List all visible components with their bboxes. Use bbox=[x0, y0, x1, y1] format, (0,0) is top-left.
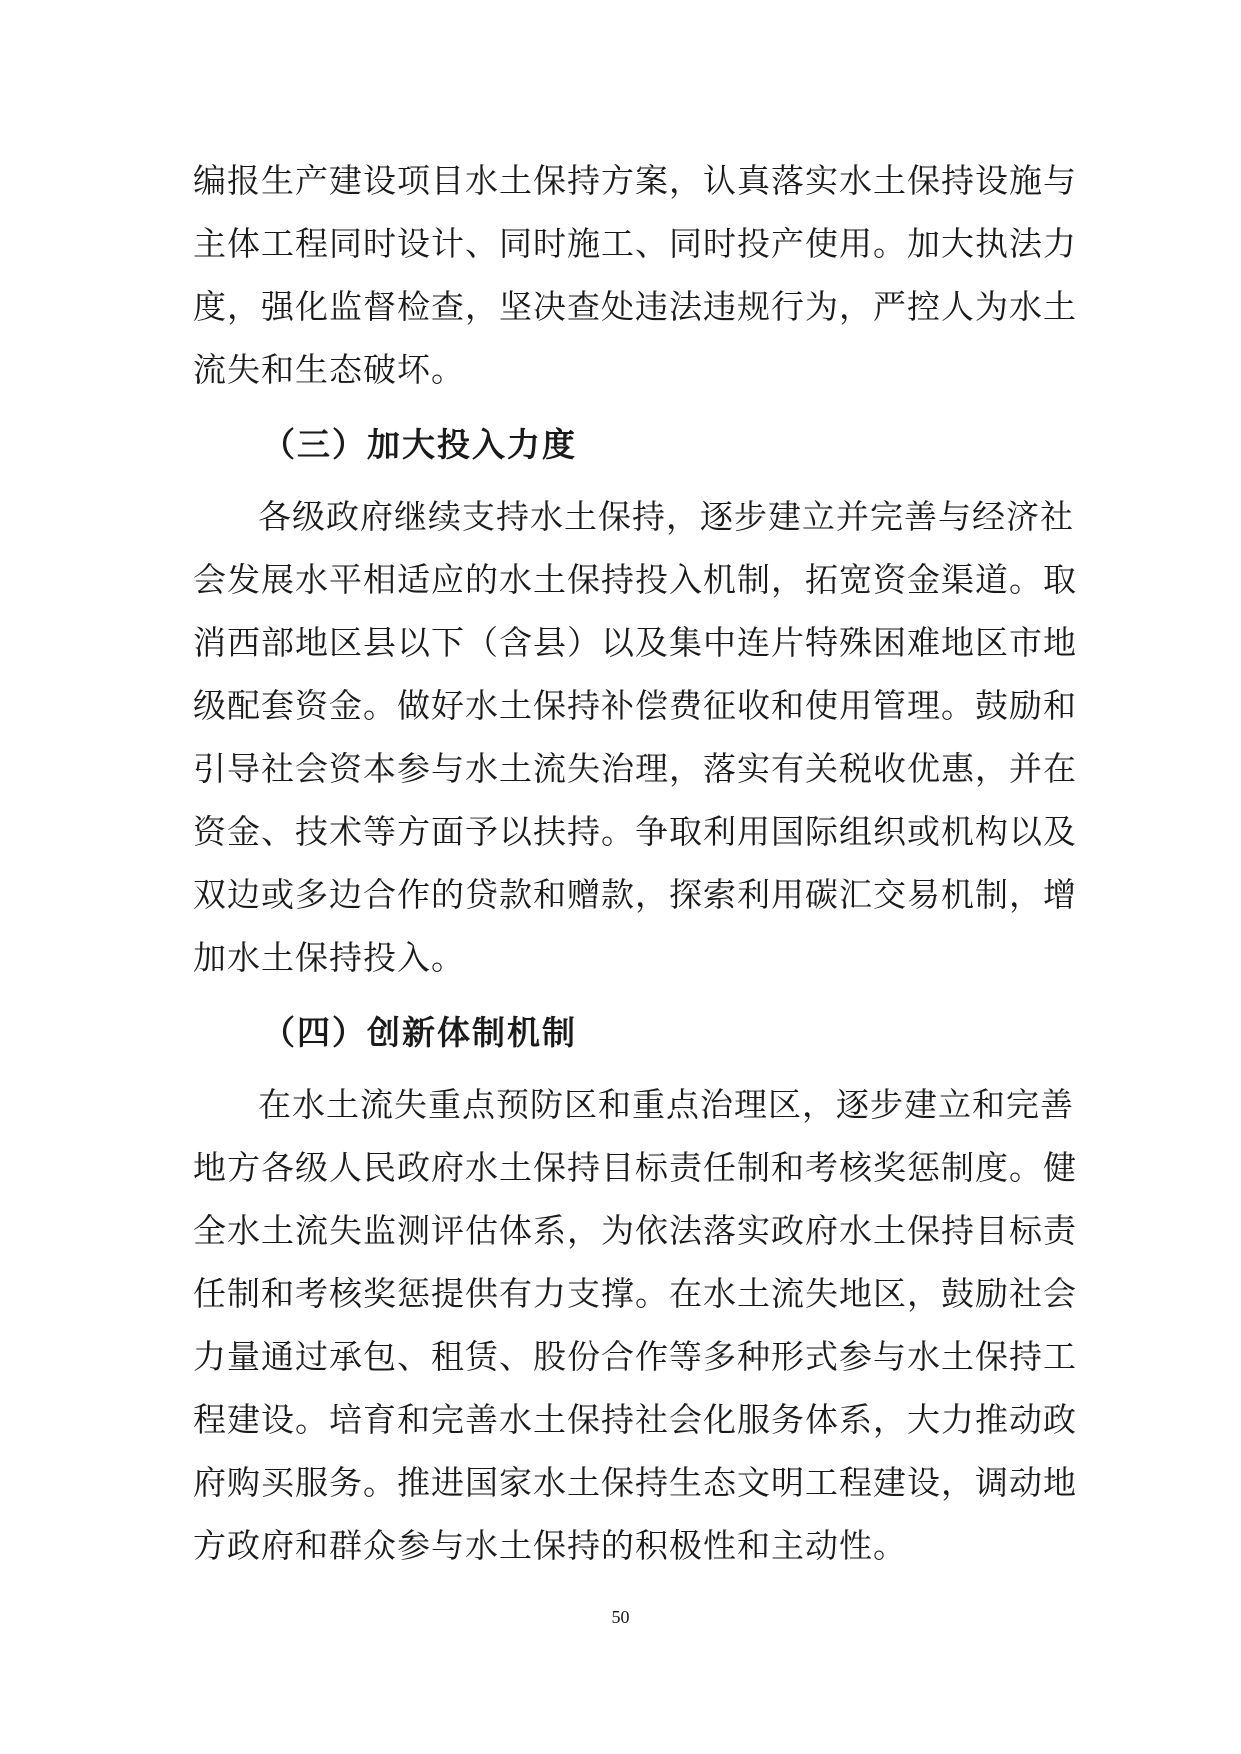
section-heading-4: （四）创新体制机制 bbox=[262, 1013, 577, 1052]
paragraph-line: 会发展水平相适应的水土保持投入机制，拓宽资金渠道。取 bbox=[193, 560, 1077, 599]
paragraph-line: 级配套资金。做好水土保持补偿费征收和使用管理。鼓励和 bbox=[193, 686, 1077, 725]
paragraph-line: 地方各级人民政府水土保持目标责任制和考核奖惩制度。健 bbox=[193, 1148, 1077, 1187]
paragraph-line: 主体工程同时设计、同时施工、同时投产使用。加大执法力 bbox=[193, 224, 1077, 263]
paragraph-line: 编报生产建设项目水土保持方案，认真落实水土保持设施与 bbox=[193, 161, 1077, 200]
paragraph-line: 力量通过承包、租赁、股份合作等多种形式参与水土保持工 bbox=[193, 1337, 1077, 1376]
paragraph-line: 资金、技术等方面予以扶持。争取利用国际组织或机构以及 bbox=[193, 812, 1077, 851]
paragraph-line: 在水土流失重点预防区和重点治理区，逐步建立和完善 bbox=[258, 1085, 1074, 1124]
paragraph-line: 各级政府继续支持水土保持，逐步建立并完善与经济社 bbox=[258, 497, 1074, 536]
paragraph-line: 全水土流失监测评估体系，为依法落实政府水土保持目标责 bbox=[193, 1211, 1077, 1250]
paragraph-line: 方政府和群众参与水土保持的积极性和主动性。 bbox=[193, 1526, 907, 1565]
paragraph-line: 度，强化监督检查，坚决查处违法违规行为，严控人为水土 bbox=[193, 287, 1077, 326]
paragraph-line: 任制和考核奖惩提供有力支撑。在水土流失地区，鼓励社会 bbox=[193, 1274, 1077, 1313]
paragraph-line: 双边或多边合作的贷款和赠款，探索利用碳汇交易机制，增 bbox=[193, 875, 1077, 914]
paragraph-line: 流失和生态破坏。 bbox=[193, 350, 465, 389]
section-heading-3: （三）加大投入力度 bbox=[262, 425, 577, 464]
paragraph-line: 府购买服务。推进国家水土保持生态文明工程建设，调动地 bbox=[193, 1463, 1077, 1502]
paragraph-line: 加水土保持投入。 bbox=[193, 938, 465, 977]
page-number: 50 bbox=[611, 1607, 630, 1627]
paragraph-line: 消西部地区县以下（含县）以及集中连片特殊困难地区市地 bbox=[193, 623, 1077, 662]
paragraph-line: 程建设。培育和完善水土保持社会化服务体系，大力推动政 bbox=[193, 1400, 1077, 1439]
paragraph-line: 引导社会资本参与水土流失治理，落实有关税收优惠，并在 bbox=[193, 749, 1077, 788]
